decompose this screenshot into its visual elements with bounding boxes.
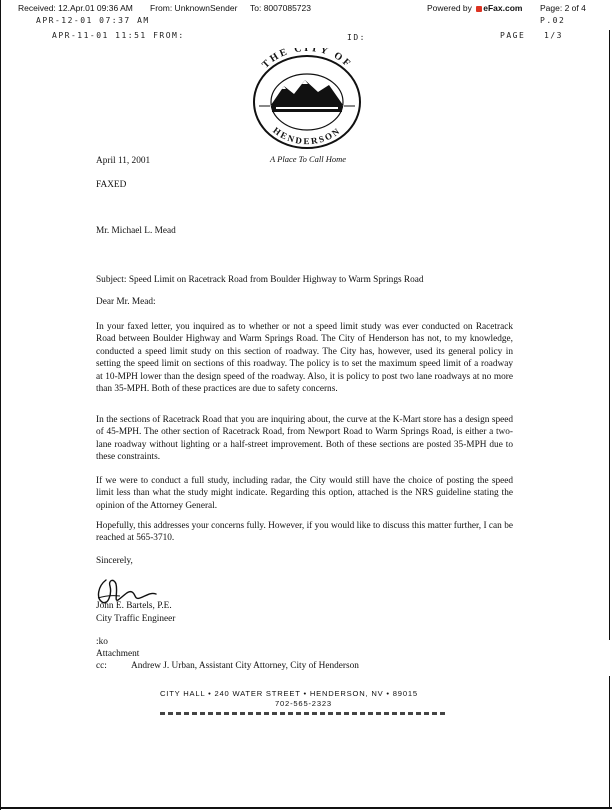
powered-by-label: Powered by — [427, 3, 472, 13]
signer-name: John E. Bartels, P.E. — [96, 601, 172, 611]
subject-label: Subject: — [96, 275, 127, 285]
letter-date: April 11, 2001 — [96, 156, 151, 166]
fax-powered-by — [427, 3, 522, 13]
left-scan-edge — [0, 0, 1, 810]
efax-logo-icon — [476, 6, 482, 12]
seal-bottom-text: HENDERSON — [271, 125, 343, 147]
machine-header-2-page-value: 1/3 — [544, 31, 563, 40]
footer-phone: 702-565-2323 — [275, 699, 332, 708]
seal-motto: A Place To Call Home — [269, 154, 347, 164]
cc-label: cc: — [96, 661, 107, 671]
efax-brand: eFax.com — [483, 3, 523, 13]
footer-cutoff-text — [160, 712, 445, 715]
fax-to: To: 8007085723 — [250, 3, 311, 13]
machine-header-2-id: ID: — [347, 33, 366, 42]
subject-text: Speed Limit on Racetrack Road from Boulder Highway to Warm Springs Road — [128, 275, 424, 285]
machine-header-1-page: P.02 — [540, 16, 566, 25]
typist-initials: :ko — [96, 637, 108, 647]
faxed-label: FAXED — [96, 180, 127, 190]
recipient-name: Mr. Michael L. Mead — [96, 226, 176, 236]
body-paragraph-3: If we were to conduct a full study, including radar, the City would still have the choice of posting the speed limit less than what the study might indicate. Regarding this option, attached is the NRS guideline stating the opinion of the Attorney General. — [96, 476, 513, 511]
closing: Sincerely, — [96, 556, 133, 566]
fax-page: Page: 2 of 4 — [540, 3, 586, 13]
signer-title: City Traffic Engineer — [96, 614, 176, 624]
body-paragraph-4: Hopefully, this addresses your concerns fully. However, if you would like to discuss this matter further, I can be reached at 565-3710. — [96, 521, 513, 544]
cc-text: Andrew J. Urban, Assistant City Attorney, City of Henderson — [131, 661, 359, 671]
body-paragraph-2: In the sections of Racetrack Road that you are inquiring about, the curve at the K-Mart store has a design speed of 45-MPH. The other section of Racetrack Road, from Newport Road to Warm Springs Road, is either a two-lane roadway without lighting or a half-street improvement. Both of these sections are posted 35-MPH due to these constraints. — [96, 415, 513, 463]
bottom-scan-edge — [0, 807, 612, 809]
seal-top-text: THE CITY OF — [260, 48, 354, 71]
fax-received: Received: 12.Apr.01 09:36 AM — [18, 3, 133, 13]
footer-address: CITY HALL • 240 WATER STREET • HENDERSON, NV • 89015 — [160, 689, 418, 698]
attachment-note: Attachment — [96, 649, 140, 659]
fax-from: From: UnknownSender — [150, 3, 238, 13]
subject-line — [96, 275, 424, 285]
salutation: Dear Mr. Mead: — [96, 297, 156, 307]
mountain-icon — [271, 80, 343, 112]
svg-text:THE CITY OF — [260, 48, 354, 71]
right-scan-edge-upper — [609, 30, 610, 640]
machine-header-1: APR-12-01 07:37 AM — [36, 16, 150, 25]
machine-header-2-page-label: PAGE — [500, 31, 526, 40]
right-scan-edge-lower — [609, 676, 610, 808]
body-paragraph-1: In your faxed letter, you inquired as to whether or not a speed limit study was ever conducted on Racetrack Road between Boulder Highway and Warm Springs Road. The City of Henderson has not, to my knowledge, conducted a speed limit study on this section of roadway. The City has, however, used its general policy in setting the speed limit on sections of this roadway. The policy is to set the maximum speed limit of a roadway at 10-MPH lower than the design speed of the roadway. Also, it is policy to post two lane roadways at no more than 35-MPH. Both of these practices are due to safety concerns. — [96, 322, 513, 395]
city-seal — [242, 48, 372, 166]
machine-header-2: APR-11-01 11:51 FROM: — [52, 31, 185, 40]
